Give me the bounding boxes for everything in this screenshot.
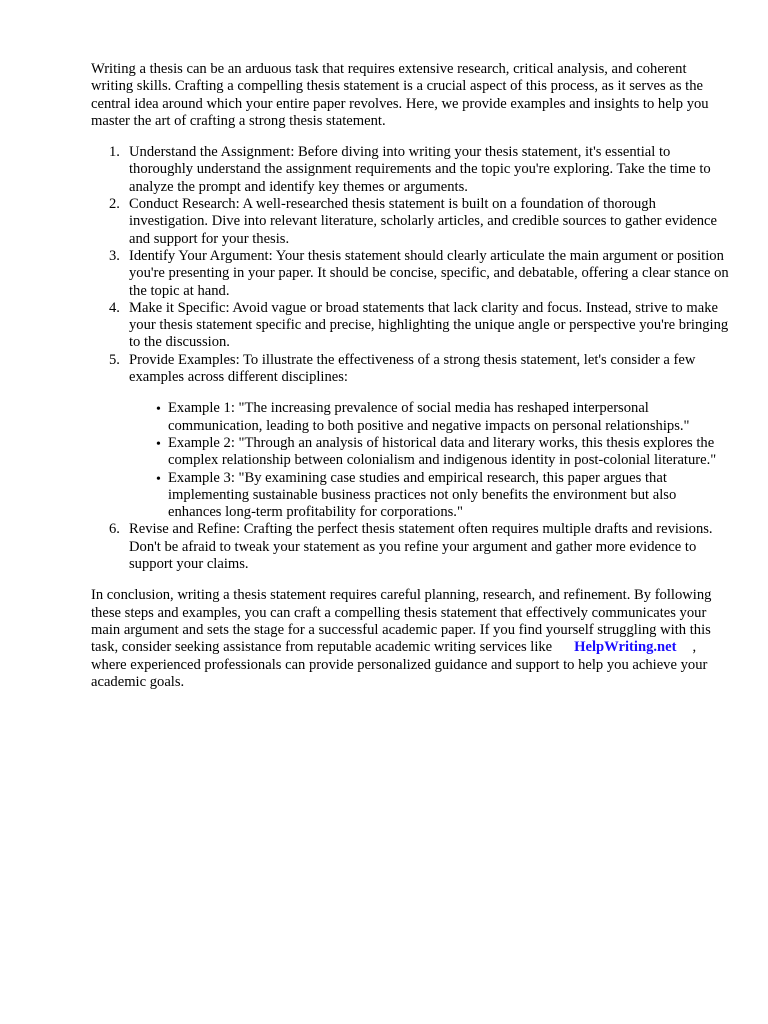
step-text: Understand the Assignment: Before diving into writing your thesis statement, it's essential to thoroughly understand the assignment requirements and the topic you're exploring. Take the time to analyze the prompt and identify key themes or arguments. [129, 144, 711, 195]
helpwriting-link[interactable]: HelpWriting.net [574, 639, 677, 656]
examples-list [129, 400, 731, 521]
step-number: 1. [109, 144, 120, 161]
step-item [109, 144, 731, 196]
document-page [91, 61, 731, 691]
conclusion-text-start: In conclusion, writing a thesis statement requires careful planning, research, and refinement. By following these steps and examples, you can craft a compelling thesis statement that effectively communicates your main argument and sets the stage for a successful academic paper. If you find yourself struggling with this task, consider seeking assistance from reputable academic writing services like [91, 587, 712, 656]
conclusion-text-end: , where experienced professionals can provide personalized guidance and support to help you achieve your academic goals. [91, 639, 708, 690]
step-number: 3. [109, 247, 120, 264]
intro-paragraph: Writing a thesis can be an arduous task that requires extensive research, critical analysis, and coherent writing skills. Crafting a compelling thesis statement is a crucial aspect of this process, as it serves as the central idea around which your entire paper revolves. Here, we provide examples and insights to help you master the art of crafting a strong thesis statement. [91, 61, 709, 129]
step-item [109, 521, 731, 573]
step-text: Provide Examples: To illustrate the effectiveness of a strong thesis statement, let's consider a few examples across different disciplines: [129, 351, 696, 386]
bullet-icon: • [156, 471, 161, 487]
bullet-icon: • [156, 436, 161, 452]
example-item [156, 434, 731, 470]
step-item [109, 247, 731, 300]
step-number: 2. [109, 196, 120, 213]
step-number: 4. [109, 299, 120, 316]
example-item [156, 400, 731, 435]
conclusion-paragraph [91, 587, 731, 691]
step-text: Make it Specific: Avoid vague or broad statements that lack clarity and focus. Instead, strive to make your thesis statement specific and precise, highlighting the unique angle or perspective you're bringing to the discussion. [129, 299, 729, 351]
step-text: Revise and Refine: Crafting the perfect thesis statement often requires multiple drafts and revisions. Don't be afraid to tweak your statement as you refine your argument and gather more evidence to support your claims. [129, 521, 713, 573]
example-item [156, 469, 731, 522]
example-text: Example 3: "By examining case studies and empirical research, this paper argues that implementing sustainable business practices not only benefits the environment but also enhances long-term profitability for corporations." [168, 469, 677, 521]
step-number: 6. [109, 521, 120, 538]
example-text: Example 1: "The increasing prevalence of social media has reshaped interpersonal communication, leading to both positive and negative impacts on personal relationships." [168, 400, 690, 434]
steps-list [91, 144, 731, 573]
step-number: 5. [109, 351, 120, 368]
step-text: Identify Your Argument: Your thesis statement should clearly articulate the main argument or position you're presenting in your paper. It should be concise, specific, and debatable, offering a clear stance on the topic at hand. [129, 247, 729, 299]
step-item [109, 351, 731, 522]
step-text: Conduct Research: A well-researched thesis statement is built on a foundation of thorough investigation. Dive into relevant literature, scholarly articles, and credible sources to gather evidence and support for your thesis. [129, 196, 717, 247]
step-item [109, 299, 731, 352]
step-item [109, 196, 731, 248]
bullet-icon: • [156, 402, 161, 418]
example-text: Example 2: "Through an analysis of historical data and literary works, this thesis explores the complex relationship between colonialism and indigenous identity in post-colonial literature." [168, 434, 717, 469]
